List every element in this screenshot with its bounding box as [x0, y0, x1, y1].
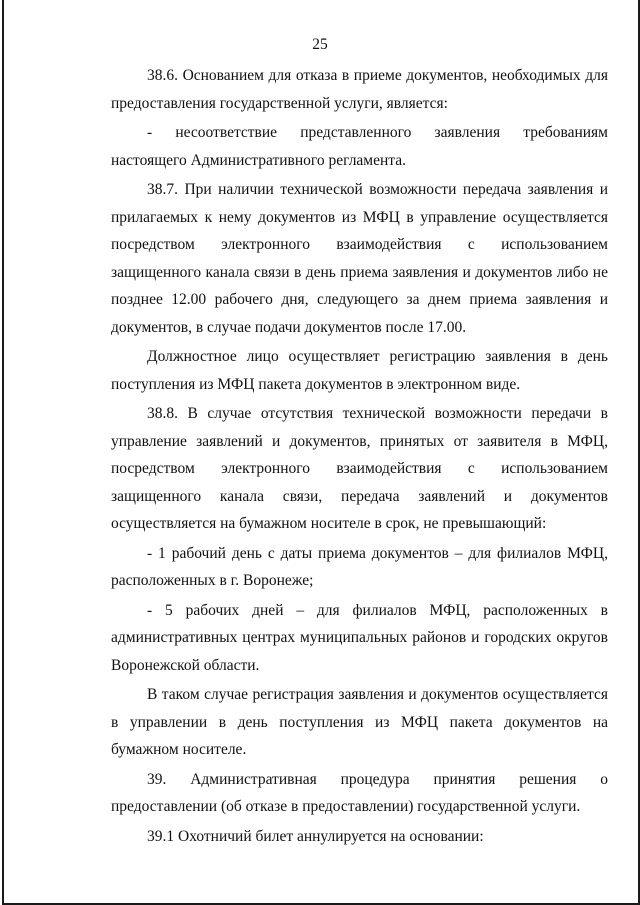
paragraph-38-8-item-1: - 1 рабочий день с даты приема документов – для филиалов МФЦ, расположенных в г. Воронеже; — [111, 544, 608, 589]
paragraph-38-6: 38.6. Основанием для отказа в приеме документов, необходимых для предоставления государственной услуги, является: — [111, 67, 608, 112]
paragraph-official-registration: Должностное лицо осуществляет регистрацию заявления в день поступления из МФЦ пакета документов в электронном виде. — [111, 348, 608, 393]
paragraph-38-6-item: - несоответствие представленного заявления требованиям настоящего Административного регламента. — [111, 124, 608, 169]
paragraph-38-7: 38.7. При наличии технической возможности передача заявления и прилагаемых к нему документов из МФЦ в управление осуществляется посредством электронного взаимодействия с использованием защищенного канала связи в день приема заявления и документов либо не позднее 12.00 рабочего дня, следующего за днем приема заявления и документов, в случае подачи документов после 17.00. — [111, 181, 608, 336]
paragraph-38-8-item-2: - 5 рабочих дней – для филиалов МФЦ, расположенных в административных центрах муниципальных районов и городских округов Воронежской области. — [111, 601, 608, 674]
paragraph-39: 39. Административная процедура принятия решения о предоставлении (об отказе в предоставлении) государственной услуги. — [111, 770, 608, 815]
page-number: 25 — [312, 36, 328, 53]
document-body — [111, 62, 608, 850]
paragraph-39-1: 39.1 Охотничий билет аннулируется на основании: — [147, 827, 484, 845]
paragraph-paper-registration: В таком случае регистрация заявления и документов осуществляется в управлении в день поступления из МФЦ пакета документов на бумажном носителе. — [111, 686, 608, 758]
paragraph-38-8: 38.8. В случае отсутствия технической возможности передачи в управление заявлений и документов, принятых от заявителя в МФЦ, посредством электронного взаимодействия с использованием защищенного канала связи, передача заявлений и документов осуществляется на бумажном носителе в срок, не превышающий: — [111, 405, 608, 532]
